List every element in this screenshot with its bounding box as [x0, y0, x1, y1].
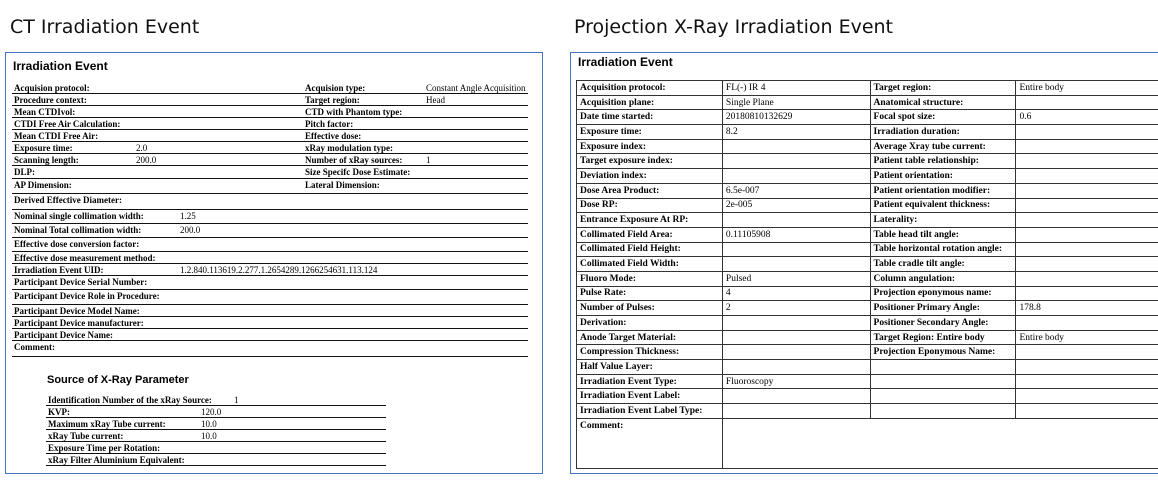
projection-field-value [1016, 257, 1158, 272]
projection-field-label: Patient orientation: [870, 169, 1016, 184]
projection-field-label: Average Xray tube current: [870, 139, 1016, 154]
projection-field-label: Table head tilt angle: [870, 227, 1016, 242]
source-table-row [46, 430, 386, 442]
projection-field-label [870, 404, 1016, 419]
ct-table-row [12, 82, 528, 94]
ct-field-label: Effective dose: [305, 131, 362, 141]
projection-table-row [577, 257, 1158, 272]
ct-field-label: Participant Device manufacturer: [14, 318, 144, 328]
projection-field-value [722, 316, 870, 331]
ct-field-label: Lateral Dimension: [305, 180, 380, 190]
projection-field-label: Derivation: [577, 316, 723, 331]
projection-field-value [1016, 345, 1158, 360]
ct-field-value: Constant Angle Acquisition [426, 83, 526, 93]
projection-field-label: Collimated Field Width: [577, 257, 723, 272]
projection-field-value [1016, 198, 1158, 213]
ct-field-label: Mean CTDI Free Air: [14, 131, 99, 141]
source-field-value: 10.0 [201, 419, 217, 429]
projection-table-row [577, 154, 1158, 169]
projection-field-label: Target exposure index: [577, 154, 723, 169]
ct-table-row [12, 154, 528, 166]
projection-field-value [722, 242, 870, 257]
ct-table-row [12, 166, 528, 179]
projection-field-label: Acquisition protocol: [577, 81, 723, 96]
projection-field-value [722, 257, 870, 272]
ct-field-label: CTDI Free Air Calculation: [14, 119, 121, 129]
projection-table-row [577, 271, 1158, 286]
ct-field-label: Comment: [14, 342, 55, 352]
ct-table-row [12, 252, 528, 264]
projection-table-row [577, 345, 1158, 360]
ct-field-value: 1.2.840.113619.2.277.1.2654289.1266254631.113.124 [180, 265, 378, 275]
source-table-row [46, 406, 386, 418]
ct-field-value: 1 [426, 155, 431, 165]
projection-table-row [577, 139, 1158, 154]
projection-comment-value [722, 418, 1158, 468]
projection-field-value [1016, 286, 1158, 301]
ct-table-row [12, 118, 528, 130]
projection-field-value [722, 139, 870, 154]
projection-field-value [722, 360, 870, 375]
projection-table-row [577, 286, 1158, 301]
ct-field-label: Exposure time: [14, 143, 73, 153]
projection-field-label: Table cradle tilt angle: [870, 257, 1016, 272]
source-field-label: Maximum xRay Tube current: [48, 419, 166, 429]
projection-field-value [1016, 316, 1158, 331]
ct-field-value: Head [426, 95, 445, 105]
source-table-row [46, 442, 386, 454]
projection-field-label: Dose RP: [577, 198, 723, 213]
projection-field-label: Column angulation: [870, 271, 1016, 286]
projection-field-value [722, 404, 870, 419]
ct-table-row [12, 194, 528, 210]
projection-field-label: Number of Pulses: [577, 301, 723, 316]
projection-table-row [577, 169, 1158, 184]
projection-field-value [1016, 169, 1158, 184]
ct-table-row [12, 224, 528, 238]
ct-field-label: Target region: [305, 95, 360, 105]
projection-field-value: 178.8 [1016, 301, 1158, 316]
projection-table-row [577, 404, 1158, 419]
projection-field-value [722, 213, 870, 228]
projection-table-row [577, 198, 1158, 213]
projection-field-label: Exposure index: [577, 139, 723, 154]
ct-table-row [12, 290, 528, 305]
source-field-value: 120.0 [201, 407, 222, 417]
projection-field-label [870, 374, 1016, 389]
ct-table-row [12, 106, 528, 118]
ct-field-label: Participant Device Name: [14, 330, 113, 340]
projection-field-label: Deviation index: [577, 169, 723, 184]
projection-field-label: Positioner Secondary Angle: [870, 316, 1016, 331]
ct-table-row [12, 210, 528, 224]
projection-field-label: Projection eponymous name: [870, 286, 1016, 301]
ct-field-label: Number of xRay sources: [305, 155, 403, 165]
ct-field-label: Participant Device Role in Procedure: [14, 291, 160, 301]
projection-field-label: Target region: [870, 81, 1016, 96]
projection-field-value: 8.2 [722, 125, 870, 140]
projection-field-value: Single Plane [722, 95, 870, 110]
ct-table-row [12, 179, 528, 194]
projection-field-value [1016, 213, 1158, 228]
projection-field-label: Irradiation Event Label Type: [577, 404, 723, 419]
projection-field-label: Date time started: [577, 110, 723, 125]
ct-field-label: DLP: [14, 167, 35, 177]
ct-field-label: Derived Effective Diameter: [14, 195, 122, 205]
projection-table-row [577, 183, 1158, 198]
projection-field-label: Anode Target Material: [577, 330, 723, 345]
projection-field-value [1016, 242, 1158, 257]
ct-field-label: Pitch factor: [305, 119, 354, 129]
projection-field-label: Pulse Rate: [577, 286, 723, 301]
projection-field-label [870, 389, 1016, 404]
projection-field-value [1016, 389, 1158, 404]
ct-field-label: Effective dose measurement method: [14, 253, 156, 263]
projection-table-row [577, 110, 1158, 125]
ct-field-label: CTD with Phantom type: [305, 107, 403, 117]
source-field-label: Identification Number of the xRay Source: [48, 395, 212, 405]
ct-field-label: Effective dose conversion factor: [14, 239, 140, 249]
source-field-label: KVP: [48, 407, 70, 417]
projection-table-row [577, 301, 1158, 316]
projection-section-heading: Projection X-Ray Irradiation Event [574, 16, 894, 38]
projection-irradiation-event-panel [570, 52, 1158, 474]
projection-field-label: Positioner Primary Angle: [870, 301, 1016, 316]
projection-table-row [577, 213, 1158, 228]
projection-field-label: Patient table relationship: [870, 154, 1016, 169]
projection-field-label: Patient equivalent thickness: [870, 198, 1016, 213]
projection-field-label: Anatomical structure: [870, 95, 1016, 110]
projection-table-row [577, 227, 1158, 242]
projection-field-label: Irradiation Event Type: [577, 374, 723, 389]
projection-field-label: Laterality: [870, 213, 1016, 228]
projection-panel-title: Irradiation Event [578, 55, 673, 69]
ct-field-label: Irradiation Event UID: [14, 265, 104, 275]
projection-field-value: 0.6 [1016, 110, 1158, 125]
projection-field-label: Target Region: Entire body [870, 330, 1016, 345]
projection-field-label: Compression Thickness: [577, 345, 723, 360]
projection-table-row [577, 81, 1158, 96]
projection-field-label: Half Value Layer: [577, 360, 723, 375]
projection-field-value: 6.5e-007 [722, 183, 870, 198]
projection-comment-label: Comment: [577, 418, 723, 468]
ct-field-label: Acquision protocol: [14, 83, 90, 93]
source-table-row [46, 418, 386, 430]
projection-irradiation-table [576, 80, 1158, 469]
projection-field-label [870, 360, 1016, 375]
projection-field-value [1016, 404, 1158, 419]
projection-table-row [577, 389, 1158, 404]
projection-field-label: Collimated Field Area: [577, 227, 723, 242]
projection-field-value [1016, 183, 1158, 198]
ct-field-label: AP Dimension: [14, 180, 72, 190]
projection-table-row [577, 242, 1158, 257]
projection-table-row [577, 95, 1158, 110]
projection-field-value: Entire body [1016, 81, 1158, 96]
projection-field-value [1016, 360, 1158, 375]
projection-table-row [577, 125, 1158, 140]
projection-field-value [1016, 139, 1158, 154]
projection-field-value [722, 169, 870, 184]
ct-field-label: Nominal Total collimation width: [14, 225, 142, 235]
projection-field-value: Fluoroscopy [722, 374, 870, 389]
ct-field-label: Participant Device Serial Number: [14, 277, 148, 287]
ct-field-value: 2.0 [136, 143, 148, 153]
projection-field-label: Acquisition plane: [577, 95, 723, 110]
ct-table-row [12, 264, 528, 276]
projection-field-label: Irradiation duration: [870, 125, 1016, 140]
ct-table-row [12, 276, 528, 290]
projection-field-value: 2 [722, 301, 870, 316]
source-field-value: 10.0 [201, 431, 217, 441]
ct-field-label: Participant Device Model Name: [14, 306, 140, 316]
projection-field-label: Dose Area Product: [577, 183, 723, 198]
projection-field-value [1016, 374, 1158, 389]
ct-table-row [12, 130, 528, 142]
projection-table-row [577, 330, 1158, 345]
source-field-value: 1 [234, 395, 239, 405]
projection-table-row [577, 374, 1158, 389]
ct-irradiation-event-panel [5, 52, 543, 474]
projection-field-value [1016, 95, 1158, 110]
projection-field-value [1016, 227, 1158, 242]
projection-field-value: 2e-005 [722, 198, 870, 213]
projection-field-value [722, 330, 870, 345]
projection-field-label: Fluoro Mode: [577, 271, 723, 286]
source-table-row [46, 394, 386, 406]
projection-field-label: Projection Eponymous Name: [870, 345, 1016, 360]
ct-field-label: Size Specifc Dose Estimate: [305, 167, 411, 177]
source-field-label: Exposure Time per Rotation: [48, 443, 161, 453]
projection-field-value: 20180810132629 [722, 110, 870, 125]
ct-panel-title: Irradiation Event [13, 59, 108, 73]
projection-field-value [1016, 154, 1158, 169]
ct-table-row [12, 341, 528, 357]
projection-field-value: 4 [722, 286, 870, 301]
ct-field-label: Scanning length: [14, 155, 79, 165]
ct-table-row [12, 317, 528, 329]
projection-table-row [577, 360, 1158, 375]
ct-table-row [12, 329, 528, 341]
ct-field-label: Acquision type: [305, 83, 366, 93]
projection-field-label: Focal spot size: [870, 110, 1016, 125]
projection-field-value [1016, 125, 1158, 140]
projection-field-value [722, 389, 870, 404]
projection-comment-row [577, 418, 1158, 468]
projection-field-value [722, 154, 870, 169]
ct-field-value: 200.0 [180, 225, 201, 235]
ct-field-label: Nominal single collimation width: [14, 211, 144, 221]
projection-field-value: FL(-) IR 4 [722, 81, 870, 96]
source-field-label: xRay Filter Aluminium Equivalent: [48, 455, 185, 465]
projection-field-value: Pulsed [722, 271, 870, 286]
projection-field-label: Collimated Field Height: [577, 242, 723, 257]
projection-field-value: Entire body [1016, 330, 1158, 345]
projection-table-row [577, 316, 1158, 331]
projection-field-label: Table horizontal rotation angle: [870, 242, 1016, 257]
source-table-row [46, 454, 386, 466]
projection-field-label: Patient orientation modifier: [870, 183, 1016, 198]
projection-field-label: Irradiation Event Label: [577, 389, 723, 404]
source-xray-parameter-title: Source of X-Ray Parameter [47, 374, 189, 386]
projection-field-value: 0.11105908 [722, 227, 870, 242]
ct-field-label: Procedure context: [14, 95, 87, 105]
ct-field-value: 1.25 [180, 211, 196, 221]
ct-table-row [12, 94, 528, 106]
projection-field-value [1016, 271, 1158, 286]
ct-field-label: Mean CTDIvol: [14, 107, 76, 117]
source-field-label: xRay Tube current: [48, 431, 124, 441]
ct-section-heading: CT Irradiation Event [10, 16, 200, 38]
ct-table-row [12, 238, 528, 252]
ct-field-value: 200.0 [136, 155, 157, 165]
projection-field-label: Exposure time: [577, 125, 723, 140]
ct-table-row [12, 305, 528, 317]
ct-table-row [12, 142, 528, 154]
projection-field-value [722, 345, 870, 360]
projection-field-label: Entrance Exposure At RP: [577, 213, 723, 228]
ct-field-label: xRay modulation type: [305, 143, 394, 153]
